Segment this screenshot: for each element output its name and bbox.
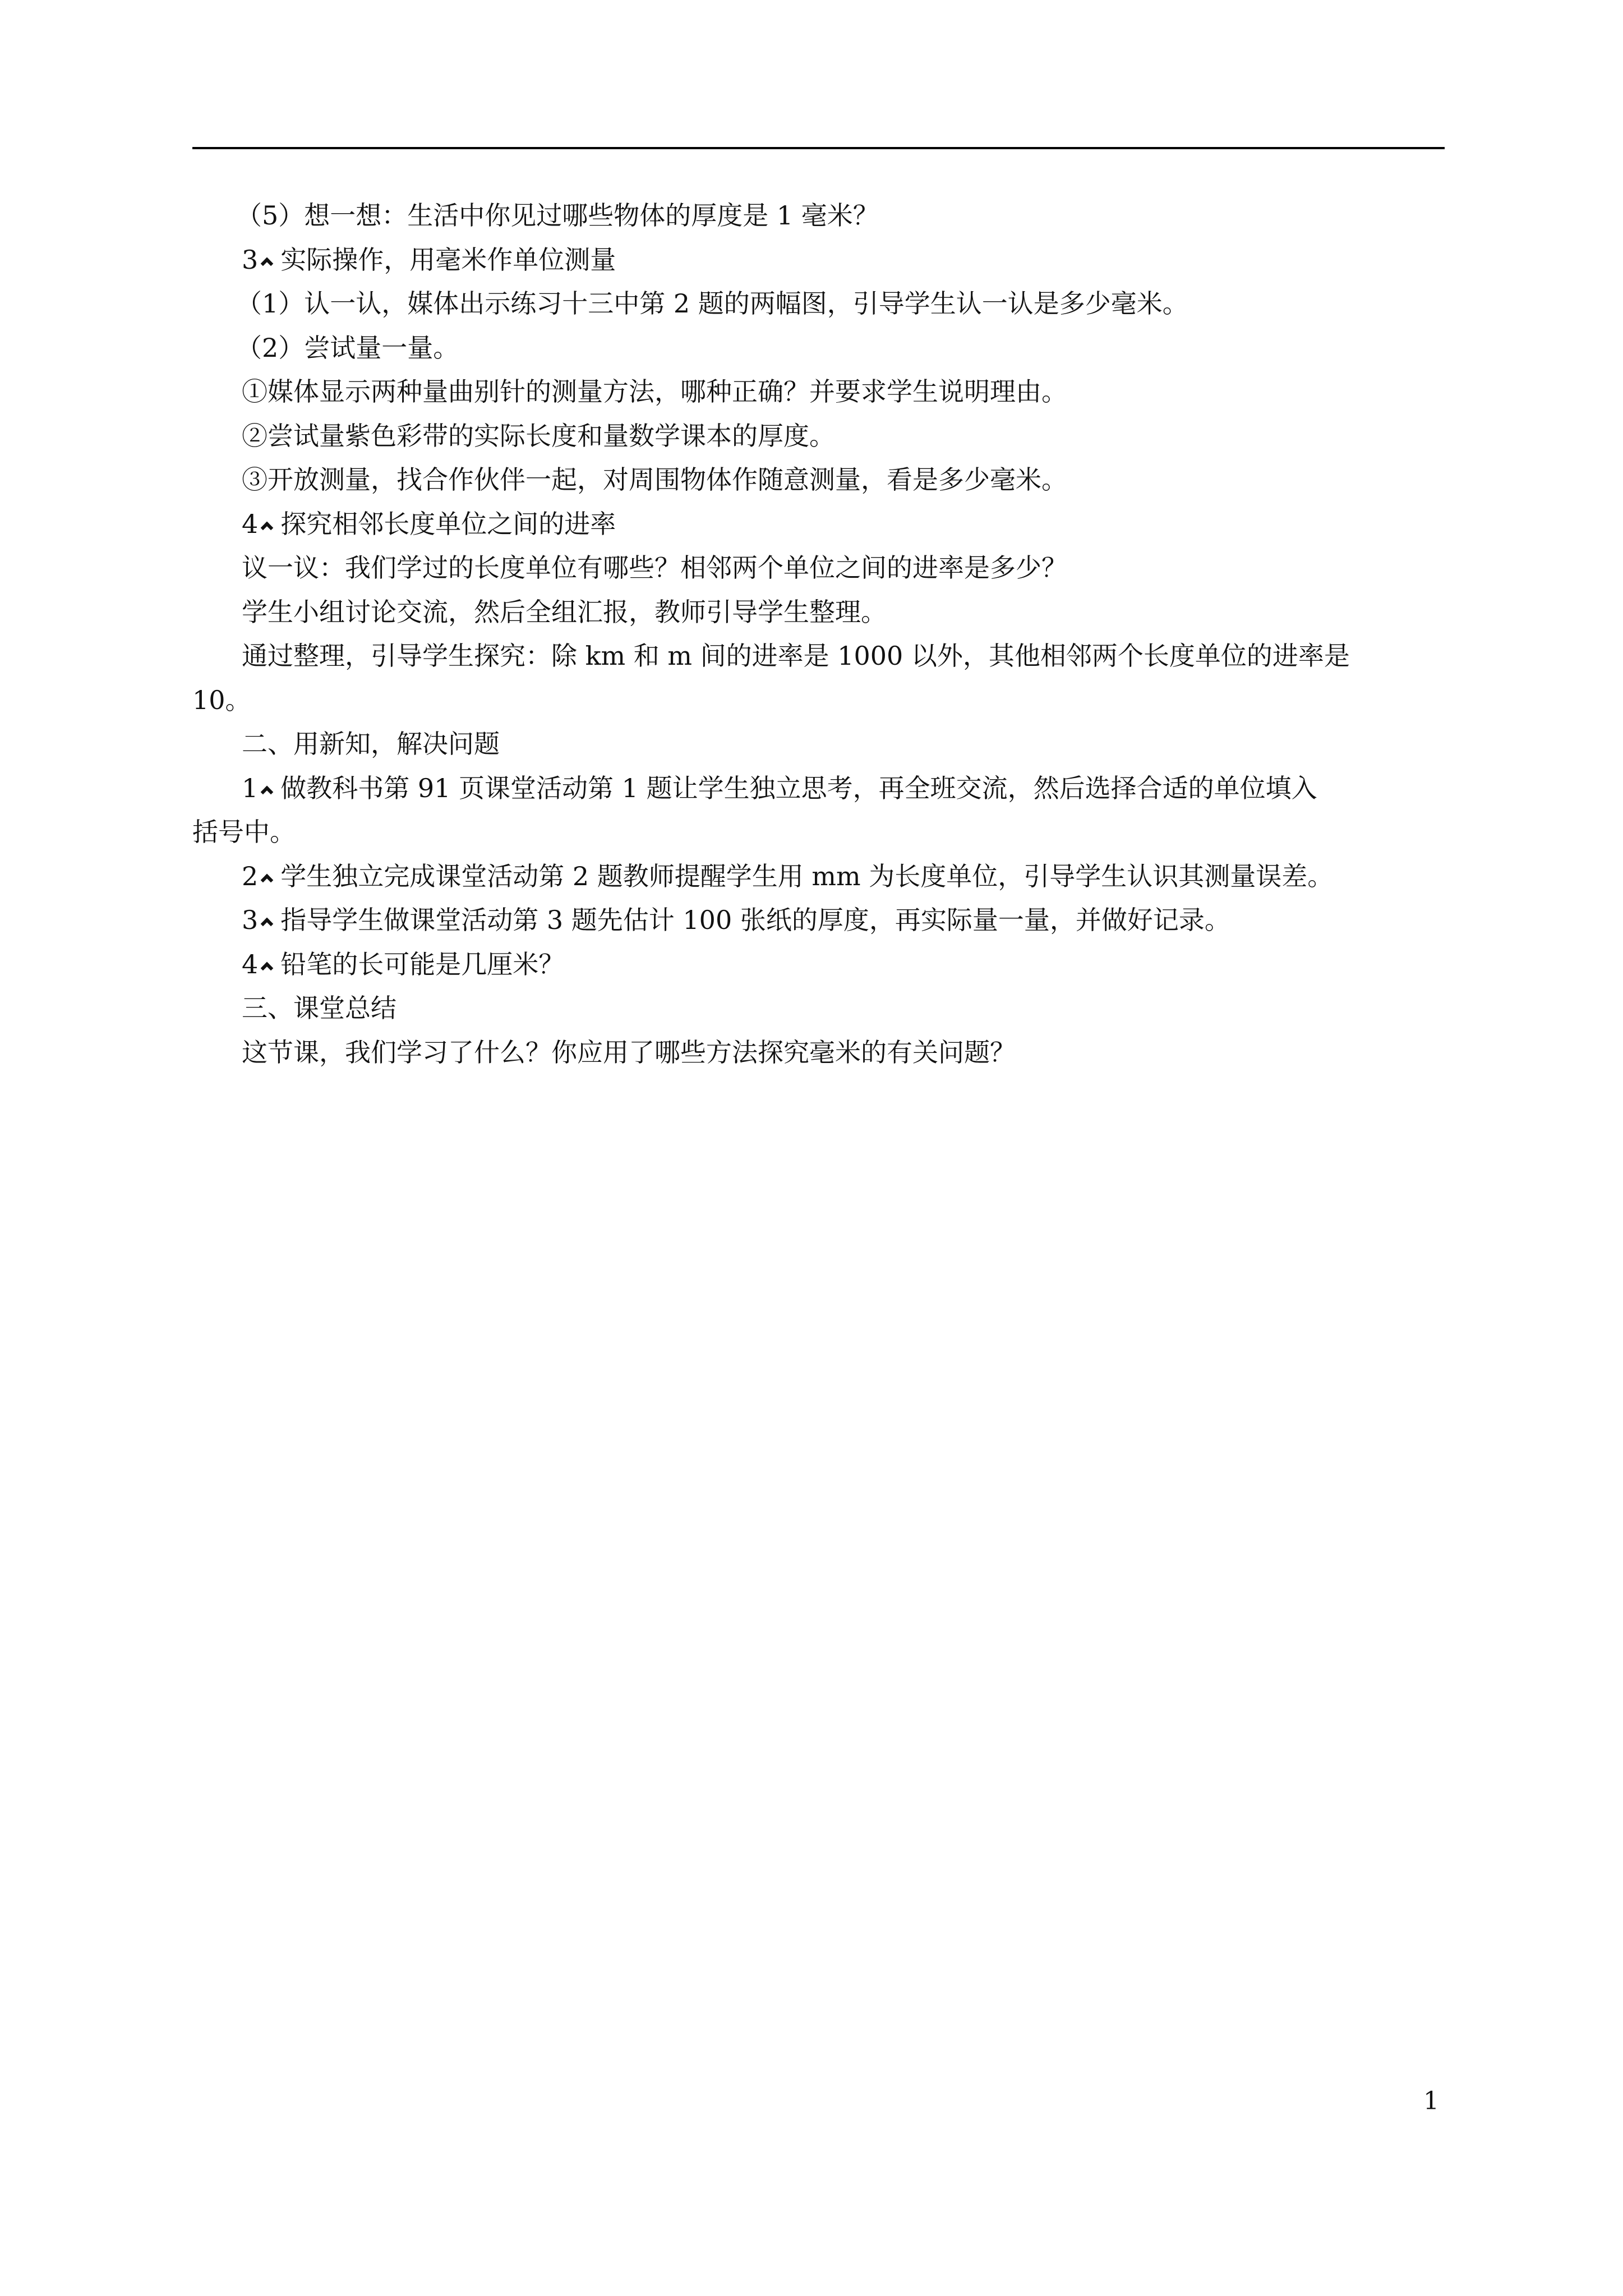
paragraph-line: （5）想一想：生活中你见过哪些物体的厚度是 1 毫米？ [236,200,879,231]
paragraph-line [192,942,1445,987]
paragraph-line: （2）尝试量一量。 [236,332,459,363]
list-text: 学生独立完成课堂活动第 2 题教师提醒学生用 mm 为长度单位，引导学生认识其测量误差。 [280,861,1334,891]
paragraph-line: 议一议：我们学过的长度单位有哪些？相邻两个单位之间的进率是多少？ [242,553,1067,583]
list-number: 2 [242,861,259,891]
list-text: 探究相邻长度单位之间的进率 [280,508,616,539]
list-number: 3 [242,905,259,935]
header-rule [192,147,1445,149]
section-heading: 二、用新知，解决问题 [242,729,500,759]
paragraph-line [192,854,1445,899]
paragraph-line: 括号中。 [192,817,296,847]
caret-icon [261,783,276,798]
list-text: 实际操作，用毫米作单位测量 [280,244,616,275]
paragraph-line: 这节课，我们学习了什么？你应用了哪些方法探究毫米的有关问题？ [242,1037,1016,1068]
section-heading: 三、课堂总结 [242,993,396,1023]
list-text: 做教科书第 91 页课堂活动第 1 题让学生独立思考，再全班交流，然后选择合适的单位填入 [280,772,1317,803]
caret-icon [261,871,276,886]
caret-icon [261,519,276,533]
caret-icon [261,915,276,930]
paragraph-line: ③开放测量，找合作伙伴一起，对周围物体作随意测量，看是多少毫米。 [242,464,1067,495]
paragraph-line: ②尝试量紫色彩带的实际长度和量数学课本的厚度。 [242,420,835,451]
list-number: 1 [242,772,259,803]
list-text: 指导学生做课堂活动第 3 题先估计 100 张纸的厚度，再实际量一量，并做好记录。 [280,905,1230,935]
paragraph-line: （1）认一认，媒体出示练习十三中第 2 题的两幅图，引导学生认一认是多少毫米。 [236,288,1188,319]
paragraph-line: 10。 [192,684,251,715]
caret-icon [261,959,276,974]
paragraph-line [192,238,1445,282]
paragraph-line: 通过整理，引导学生探究：除 km 和 m 间的进率是 1000 以外，其他相邻两个长度单位的进率是 [242,641,1350,671]
paragraph-line: 学生小组讨论交流，然后全组汇报，教师引导学生整理。 [242,596,887,627]
paragraph-line [192,502,1445,546]
paragraph-line [192,898,1445,942]
paragraph-line [192,766,1445,811]
page-number: 1 [1423,2087,1439,2115]
list-number: 4 [242,949,259,979]
paragraph-line: ①媒体显示两种量曲别针的测量方法，哪种正确？并要求学生说明理由。 [242,376,1067,407]
caret-icon [261,255,276,269]
list-number: 3 [242,244,259,275]
list-text: 铅笔的长可能是几厘米？ [280,949,565,979]
document-body [192,194,1445,1074]
list-number: 4 [242,508,259,539]
